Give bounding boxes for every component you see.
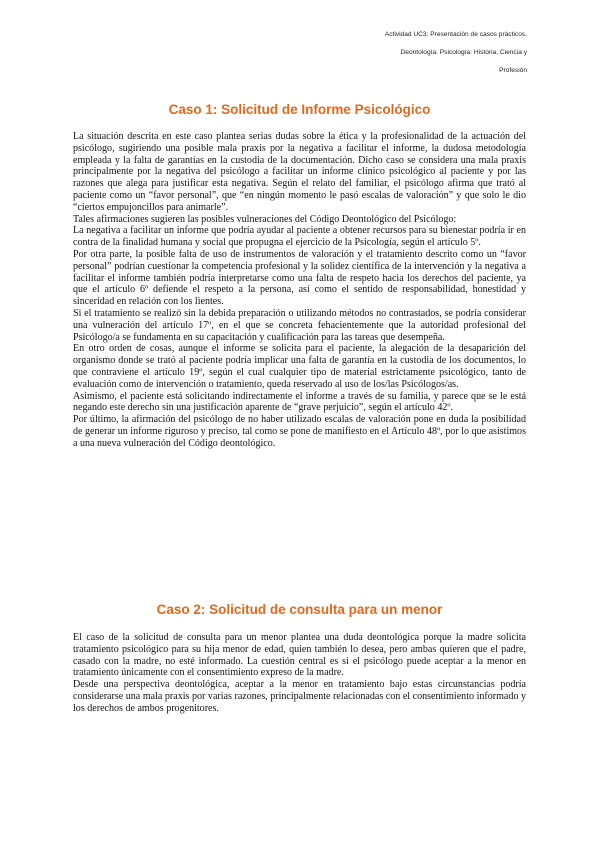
case-2-paragraph: Desde una perspectiva deontológica, aceptar a la menor en tratamiento bajo estas circunstancias podría considerarse una mala praxis por varias razones, principalmente relacionadas con el consentimiento informado y los derechos de ambos progenitores.: [73, 679, 526, 714]
case-1-body: [73, 131, 526, 450]
case-1-paragraph: Asimismo, el paciente está solicitando indirectamente el informe a través de su familia, y parece que se le está negando este derecho sin una justificación aparente de “grave perjuicio”, según el artículo 42º.: [73, 390, 526, 414]
case-1-paragraph: Por otra parte, la posible falta de uso de instrumentos de valoración y el tratamiento descrito como un “favor personal” podrían cuestionar la competencia profesional y la solidez científica de la intervención y la negativa a facilitar el informe también podría interpretarse como una falta de respeto hacia los derechos del paciente, ya que el artículo 6º defiende el respeto a la persona, así como el sentido de responsabilidad, honestidad y sinceridad en relación con los lientes.: [73, 248, 526, 308]
case-2-body: [73, 632, 526, 715]
case-1-paragraph: La negativa a facilitar un informe que podría ayudar al paciente a obtener recursos para su bienestar podría ir en contra de la finalidad humana y social que propugna el ejercicio de la Psicología, según el artículo 5º.: [73, 225, 526, 249]
header-line-3: Profesión: [499, 67, 527, 74]
header-line-1: Actividad UC3: Presentación de casos prácticos.: [384, 31, 527, 38]
case-1-paragraph: La situación descrita en este caso plantea serias dudas sobre la ética y la profesionalidad de la actuación del psicólogo, sugiriendo una posible mala praxis por la negativa a facilitar el informe, la dudosa metodología empleada y la falta de garantías en la custodia de la documentación. Dicho caso se considera una mala praxis principalmente por la negativa del psicólogo a facilitar un informe clínico psicológico al paciente y por las razones que alega para justificar esta negativa. Según el relato del familiar, el psicólogo afirma que trató al paciente como un “favor personal”, que “en ningún momento le pasó escalas de valoración” y que solo le dio “ciertos empujoncillos para animarle”.: [73, 131, 526, 213]
page-header: [385, 26, 527, 80]
case-1-title: Caso 1: Solicitud de Informe Psicológico: [168, 102, 431, 117]
case-2-paragraph: El caso de la solicitud de consulta para un menor plantea una duda deontológica porque la madre solicita tratamiento psicológico para su hija menor de edad, quien también lo desea, pero ambas quieren que el padre, casado con la madre, no esté informado. La cuestión central es si el psicólogo puede aceptar a la menor en tratamiento únicamente con el consentimiento expreso de la madre.: [73, 632, 526, 679]
case-2-title: Caso 2: Solicitud de consulta para un menor: [156, 602, 443, 617]
case-1-paragraph: Si el tratamiento se realizó sin la debida preparación o utilizando métodos no contrastados, se podría considerar una vulneración del artículo 17º, en el que se concreta fehacientemente que la autoridad profesional del Psicólogo/a se fundamenta en su capacitación y cualificación para las tareas que desempeña.: [73, 307, 526, 343]
case-1-paragraph: Tales afirmaciones sugieren las posibles vulneraciones del Código Deontológico del Psicólogo:: [73, 213, 457, 225]
header-line-2: Deontología. Psicología: Historia, Ciencia y: [400, 49, 527, 56]
case-1-paragraph: En otro orden de cosas, aunque el informe se solicita para el paciente, la alegación de la desaparición del organismo donde se trató al paciente podría implicar una falta de garantía en la custodia de los documentos, lo que contraviene el artículo 19º, según el cual cualquier tipo de material estrictamente psicológico, tanto de evaluación como de intervención o tratamiento, queda reservado al uso de los/las Psicólogos/as.: [73, 343, 526, 390]
case-1-paragraph: Por último, la afirmación del psicólogo de no haber utilizado escalas de valoración pone en duda la posibilidad de generar un informe riguroso y preciso, tal como se pone de manifiesto en el Artículo 48º, por lo que asistimos a una nueva vulneración del Código deontológico.: [73, 414, 526, 449]
